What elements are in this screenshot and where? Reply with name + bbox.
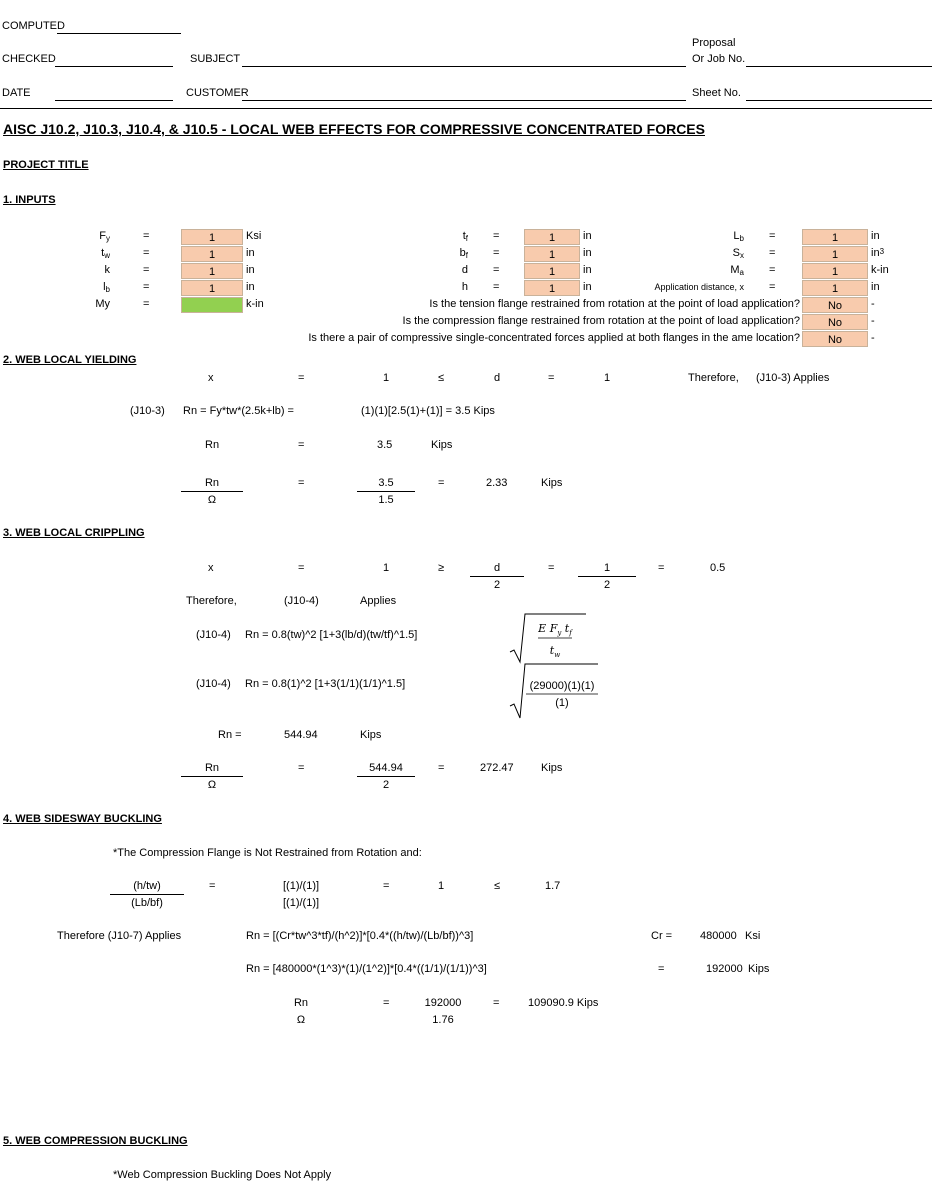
s4-den: 1.76 <box>432 1014 454 1026</box>
s2-rn-eq: = <box>298 439 305 451</box>
s2-frac-omega: Ω <box>207 494 217 506</box>
input-symbol: bf <box>459 247 468 260</box>
subject-line[interactable] <box>242 66 686 67</box>
input-unit: in <box>583 264 592 276</box>
s3-frac-rn: Rn <box>204 762 220 774</box>
s2-calc: (1)(1)[2.5(1)+(1)] = 3.5 Kips <box>361 405 495 417</box>
s2-num-line <box>357 491 415 492</box>
input-symbol: My <box>95 298 110 310</box>
s2-result-kips: Kips <box>541 477 563 489</box>
s3-formula1: Rn = 0.8(tw)^2 [1+3(lb/d)(tw/tf)^1.5] <box>245 629 418 641</box>
svg-text:tw: $t_w$ <box>549 644 561 659</box>
input-value-cell[interactable]: 1 <box>524 263 580 279</box>
question-unit: - <box>871 298 875 310</box>
s4-ratio-line <box>110 894 184 895</box>
s3-sqrt-num: (29000)(1)(1) <box>529 680 595 692</box>
input-eq: = <box>143 247 150 259</box>
s2-kips: Kips <box>431 439 453 451</box>
input-unit: k-in <box>246 298 264 310</box>
s3-eq: = <box>298 562 305 574</box>
s4-ratio-num: (h/tw) <box>133 880 161 892</box>
s3-eq4: = <box>438 762 445 774</box>
s2-eq2: = <box>548 372 555 384</box>
s3-num-line <box>357 776 415 777</box>
question-unit: - <box>871 332 875 344</box>
s3-eq2: = <box>548 562 555 574</box>
s4-formula1: Rn = [(Cr*tw^3*tf)/(h^2)]*[0.4*((h/tw)/(Lb/bf))^3] <box>246 930 474 942</box>
input-eq: = <box>493 247 500 259</box>
question-text: Is the tension flange restrained from rotation at the point of load application? <box>429 298 800 310</box>
input-unit: in <box>871 281 880 293</box>
input-symbol: d <box>461 264 468 276</box>
s4-frac-omega: Ω <box>296 1014 306 1026</box>
s4-heading: 4. WEB SIDESWAY BUCKLING <box>3 813 162 825</box>
input-value-cell[interactable]: 1 <box>524 246 580 262</box>
s4-sub-den: [(1)/(1)] <box>283 897 320 909</box>
s5-note: *Web Compression Buckling Does Not Apply <box>113 1169 332 1181</box>
input-unit: in <box>583 281 592 293</box>
input-unit: in <box>246 264 255 276</box>
question-text: Is there a pair of compressive single-concentrated forces applied at both flanges in the ame location? <box>308 332 800 344</box>
s3-kips: Kips <box>360 729 382 741</box>
s2-eq: = <box>298 372 305 384</box>
sqrt-symbolic <box>508 612 588 664</box>
s3-result-kips: Kips <box>541 762 563 774</box>
s4-therefore: Therefore (J10-7) Applies <box>57 930 182 942</box>
s4-cr-val: 480000 <box>700 930 737 942</box>
input-symbol: Application distance, x <box>654 282 744 292</box>
s2-therefore: Therefore, <box>688 372 739 384</box>
s3-rn-val: 544.94 <box>284 729 318 741</box>
input-value-cell[interactable]: 1 <box>524 229 580 245</box>
input-value-cell[interactable]: 1 <box>802 246 868 262</box>
input-unit: in <box>246 247 255 259</box>
s3-one: 1 <box>603 562 611 574</box>
input-value-cell[interactable]: 1 <box>802 280 868 296</box>
question-value-cell[interactable]: No <box>802 314 868 330</box>
input-value-cell[interactable]: 1 <box>181 280 243 296</box>
s4-sub-num: [(1)/(1)] <box>283 880 320 892</box>
input-unit: k-in <box>871 264 889 276</box>
svg-text:E Fy tf: E $F_y$ $t_f$ <box>538 622 572 637</box>
input-eq: = <box>493 264 500 276</box>
s3-num: 544.94 <box>369 762 403 774</box>
s2-formula: Rn = Fy*tw*(2.5k+lb) = <box>183 405 294 417</box>
input-eq: = <box>143 230 150 242</box>
s2-frac-line <box>181 491 243 492</box>
s3-label: (J10-4) <box>284 595 319 607</box>
s3-d: d <box>493 562 501 574</box>
s2-dval: 1 <box>604 372 611 384</box>
s4-kips: Kips <box>748 963 770 975</box>
s4-le: ≤ <box>494 880 501 892</box>
s2-rn: Rn <box>205 439 220 451</box>
s3-rn-eq: Rn = <box>218 729 242 741</box>
input-unit: in <box>583 247 592 259</box>
input-value-cell[interactable]: 1 <box>524 280 580 296</box>
s2-applies: (J10-3) Applies <box>756 372 830 384</box>
input-eq: = <box>493 281 500 293</box>
input-value-cell[interactable]: 1 <box>802 263 868 279</box>
input-unit: in <box>246 281 255 293</box>
s3-d-line <box>470 576 524 577</box>
s2-den: 1.5 <box>378 494 394 506</box>
s4-frac-rn: Rn <box>293 997 309 1009</box>
input-eq: = <box>769 247 776 259</box>
page-title: AISC J10.2, J10.3, J10.4, & J10.5 - LOCAL WEB EFFECTS FOR COMPRESSIVE CONCENTRATED FORCES <box>3 121 705 137</box>
input-eq: = <box>769 264 776 276</box>
question-unit: - <box>871 315 875 327</box>
s3-frac-eq: = <box>298 762 305 774</box>
header-divider <box>0 108 932 109</box>
input-symbol: k <box>104 264 110 276</box>
input-eq: = <box>143 264 150 276</box>
checked-label: CHECKED <box>2 53 56 65</box>
job-no-label: Or Job No. <box>692 53 746 65</box>
customer-label: CUSTOMER <box>186 87 249 99</box>
question-value-cell[interactable]: No <box>802 331 868 347</box>
s2-frac-rn: Rn <box>204 477 220 489</box>
input-symbol: Sx <box>732 247 744 260</box>
s4-eq2: = <box>383 880 390 892</box>
input-unit: in <box>583 230 592 242</box>
s3-two: 2 <box>603 579 611 591</box>
input-eq: = <box>769 230 776 242</box>
subject-label: SUBJECT <box>190 53 241 65</box>
s4-val: 1 <box>438 880 445 892</box>
s2-result: 2.33 <box>486 477 508 489</box>
sheet-no-label: Sheet No. <box>692 87 741 99</box>
date-line[interactable] <box>55 100 173 101</box>
s4-frac-eq: = <box>383 997 390 1009</box>
input-eq: = <box>769 281 776 293</box>
input-unit: Ksi <box>246 230 262 242</box>
proposal-label: Proposal <box>692 37 736 49</box>
input-symbol: lb <box>103 281 110 294</box>
s2-x: x <box>208 372 214 384</box>
input-symbol: h <box>461 281 468 293</box>
s3-result: 272.47 <box>480 762 514 774</box>
s2-rn-val: 3.5 <box>377 439 393 451</box>
s2-heading: 2. WEB LOCAL YIELDING <box>3 354 137 366</box>
s4-eq: = <box>209 880 216 892</box>
input-eq: = <box>143 281 150 293</box>
s2-num: 3.5 <box>378 477 394 489</box>
checked-line[interactable] <box>55 66 173 67</box>
s5-heading: 5. WEB COMPRESSION BUCKLING <box>3 1135 188 1147</box>
s2-eq3: = <box>438 477 445 489</box>
computed-label: COMPUTED <box>2 20 65 32</box>
customer-line[interactable] <box>242 100 686 101</box>
s3-frac-omega: Ω <box>207 779 217 791</box>
s4-ratio-den: (Lb/bf) <box>131 897 163 909</box>
s3-one-line <box>578 576 636 577</box>
s3-heading: 3. WEB LOCAL CRIPPLING <box>3 527 145 539</box>
input-symbol: Lb <box>733 230 744 243</box>
project-title: PROJECT TITLE <box>3 159 89 171</box>
question-value-cell[interactable]: No <box>802 297 868 313</box>
input-value-cell[interactable]: 1 <box>181 263 243 279</box>
s3-applies: Applies <box>360 595 397 607</box>
input-value-cell[interactable]: 1 <box>181 246 243 262</box>
s2-xval: 1 <box>383 372 390 384</box>
sheet-no-line[interactable] <box>746 100 932 101</box>
s4-rn-val: 192000 <box>706 963 743 975</box>
job-no-line[interactable] <box>746 66 932 67</box>
date-label: DATE <box>2 87 31 99</box>
input-symbol: Fy <box>99 230 110 243</box>
s3-label2: (J10-4) <box>196 629 231 641</box>
s2-eq-label: (J10-3) <box>130 405 165 417</box>
computed-line[interactable] <box>57 33 181 34</box>
input-value-cell[interactable]: 1 <box>181 229 243 245</box>
s3-label3: (J10-4) <box>196 678 231 690</box>
s3-ratio: 0.5 <box>710 562 726 574</box>
s3-d-two: 2 <box>493 579 501 591</box>
s3-eq3: = <box>658 562 665 574</box>
s3-formula2: Rn = 0.8(1)^2 [1+3(1/1)(1/1)^1.5] <box>245 678 406 690</box>
input-value-cell[interactable]: 1 <box>802 229 868 245</box>
s3-den: 2 <box>382 779 390 791</box>
s4-limit: 1.7 <box>545 880 561 892</box>
s2-d: d <box>494 372 501 384</box>
input-unit: $in^3$ <box>871 247 885 259</box>
s3-xval: 1 <box>383 562 390 574</box>
s3-frac-line <box>181 776 243 777</box>
s4-num: 192000 <box>424 997 462 1009</box>
inputs-heading: 1. INPUTS <box>3 194 56 206</box>
s2-le: ≤ <box>438 372 445 384</box>
s4-cr: Cr = <box>651 930 673 942</box>
s3-therefore: Therefore, <box>186 595 237 607</box>
input-symbol: Ma <box>730 264 744 277</box>
input-unit: in <box>871 230 880 242</box>
input-symbol: tw <box>101 247 110 260</box>
s4-eq3: = <box>658 963 665 975</box>
s3-sqrt-den: (1) <box>555 697 569 709</box>
s4-formula2: Rn = [480000*(1^3)*(1)/(1^2)]*[0.4*((1/1)/(1/1))^3] <box>246 963 487 975</box>
input-eq: = <box>143 298 150 310</box>
s3-ge: ≥ <box>438 562 445 574</box>
input-eq: = <box>493 230 500 242</box>
s4-eq4: = <box>493 997 500 1009</box>
s4-note: *The Compression Flange is Not Restrained from Rotation and: <box>113 847 422 859</box>
input-symbol: tf <box>462 230 468 243</box>
s4-result: 109090.9 Kips <box>528 997 599 1009</box>
s2-frac-eq: = <box>298 477 305 489</box>
s4-ksi: Ksi <box>745 930 761 942</box>
s3-x: x <box>208 562 214 574</box>
question-text: Is the compression flange restrained from rotation at the point of load application? <box>402 315 800 327</box>
